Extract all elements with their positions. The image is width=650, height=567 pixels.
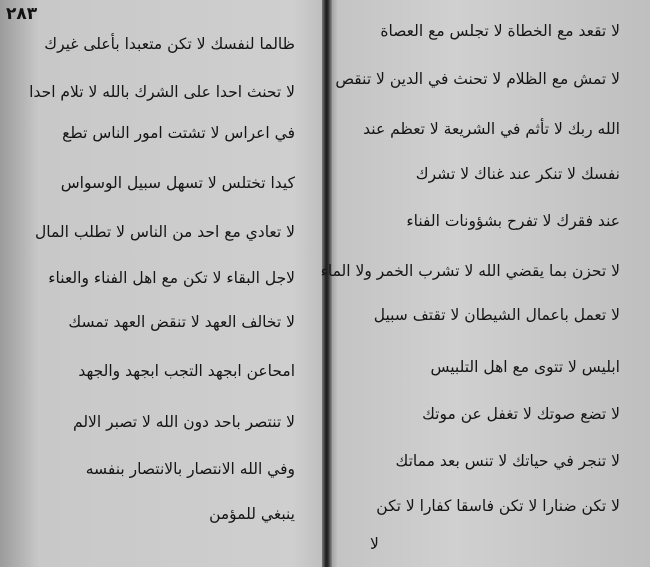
right-page <box>320 0 650 567</box>
right-line-4: نفسك لا تنكر عند غناك لا تشرك <box>415 165 620 183</box>
left-line-9: لا تنتصر باحد دون الله لا تصبر الالم <box>73 413 295 431</box>
right-line-9: لا تضع صوتك لا تغفل عن موتك <box>422 405 620 423</box>
left-line-11: ينبغي للمؤمن <box>209 505 295 523</box>
left-line-6: لاجل البقاء لا تكن مع اهل الفناء والعناء <box>48 269 295 287</box>
left-line-1: ظالما لنفسك لا تكن متعبدا بأعلى غيرك <box>44 35 295 53</box>
right-line-3: الله ربك لا تأثم في الشريعة لا تعظم عند <box>363 120 620 138</box>
right-line-5: عند فقرك لا تفرح بشؤونات الفناء <box>406 212 620 230</box>
right-line-8: ابليس لا تتوى مع اهل التلبيس <box>430 358 620 376</box>
left-line-5: لا تعادي مع احد من الناس لا تطلب المال <box>34 223 295 241</box>
left-line-7: لا تخالف العهد لا تنقض العهد تمسك <box>68 313 295 331</box>
page-number: ٢٨٣ <box>6 4 38 24</box>
right-line-1: لا تقعد مع الخطاة لا تجلس مع العصاة <box>380 22 620 40</box>
right-line-11: لا تكن ضنارا لا تكن فاسقا كفارا لا تكن <box>376 497 620 515</box>
left-line-10: وفي الله الانتصار بالانتصار بنفسه <box>85 460 295 478</box>
left-line-3: في اعراس لا تشتت امور الناس تطع <box>62 124 295 142</box>
trailing-mark: لا <box>370 535 379 553</box>
left-line-8: امحاعن ابجهد التجب ابجهد والجهد <box>78 362 295 380</box>
right-line-10: لا تنجر في حياتك لا تنس بعد مماتك <box>395 452 620 470</box>
left-line-2: لا تحنث احدا على الشرك بالله لا تلام احدا <box>29 83 295 101</box>
right-line-6: لا تحزن بما يقضي الله لا تشرب الخمر ولا الماء <box>320 262 620 280</box>
left-line-4: كيدا تختلس لا تسهل سبيل الوسواس <box>60 174 295 192</box>
right-line-2: لا تمش مع الظلام لا تحنث في الدين لا تنقص <box>335 70 620 88</box>
right-line-7: لا تعمل باعمال الشيطان لا تقتف سبيل <box>373 306 620 324</box>
